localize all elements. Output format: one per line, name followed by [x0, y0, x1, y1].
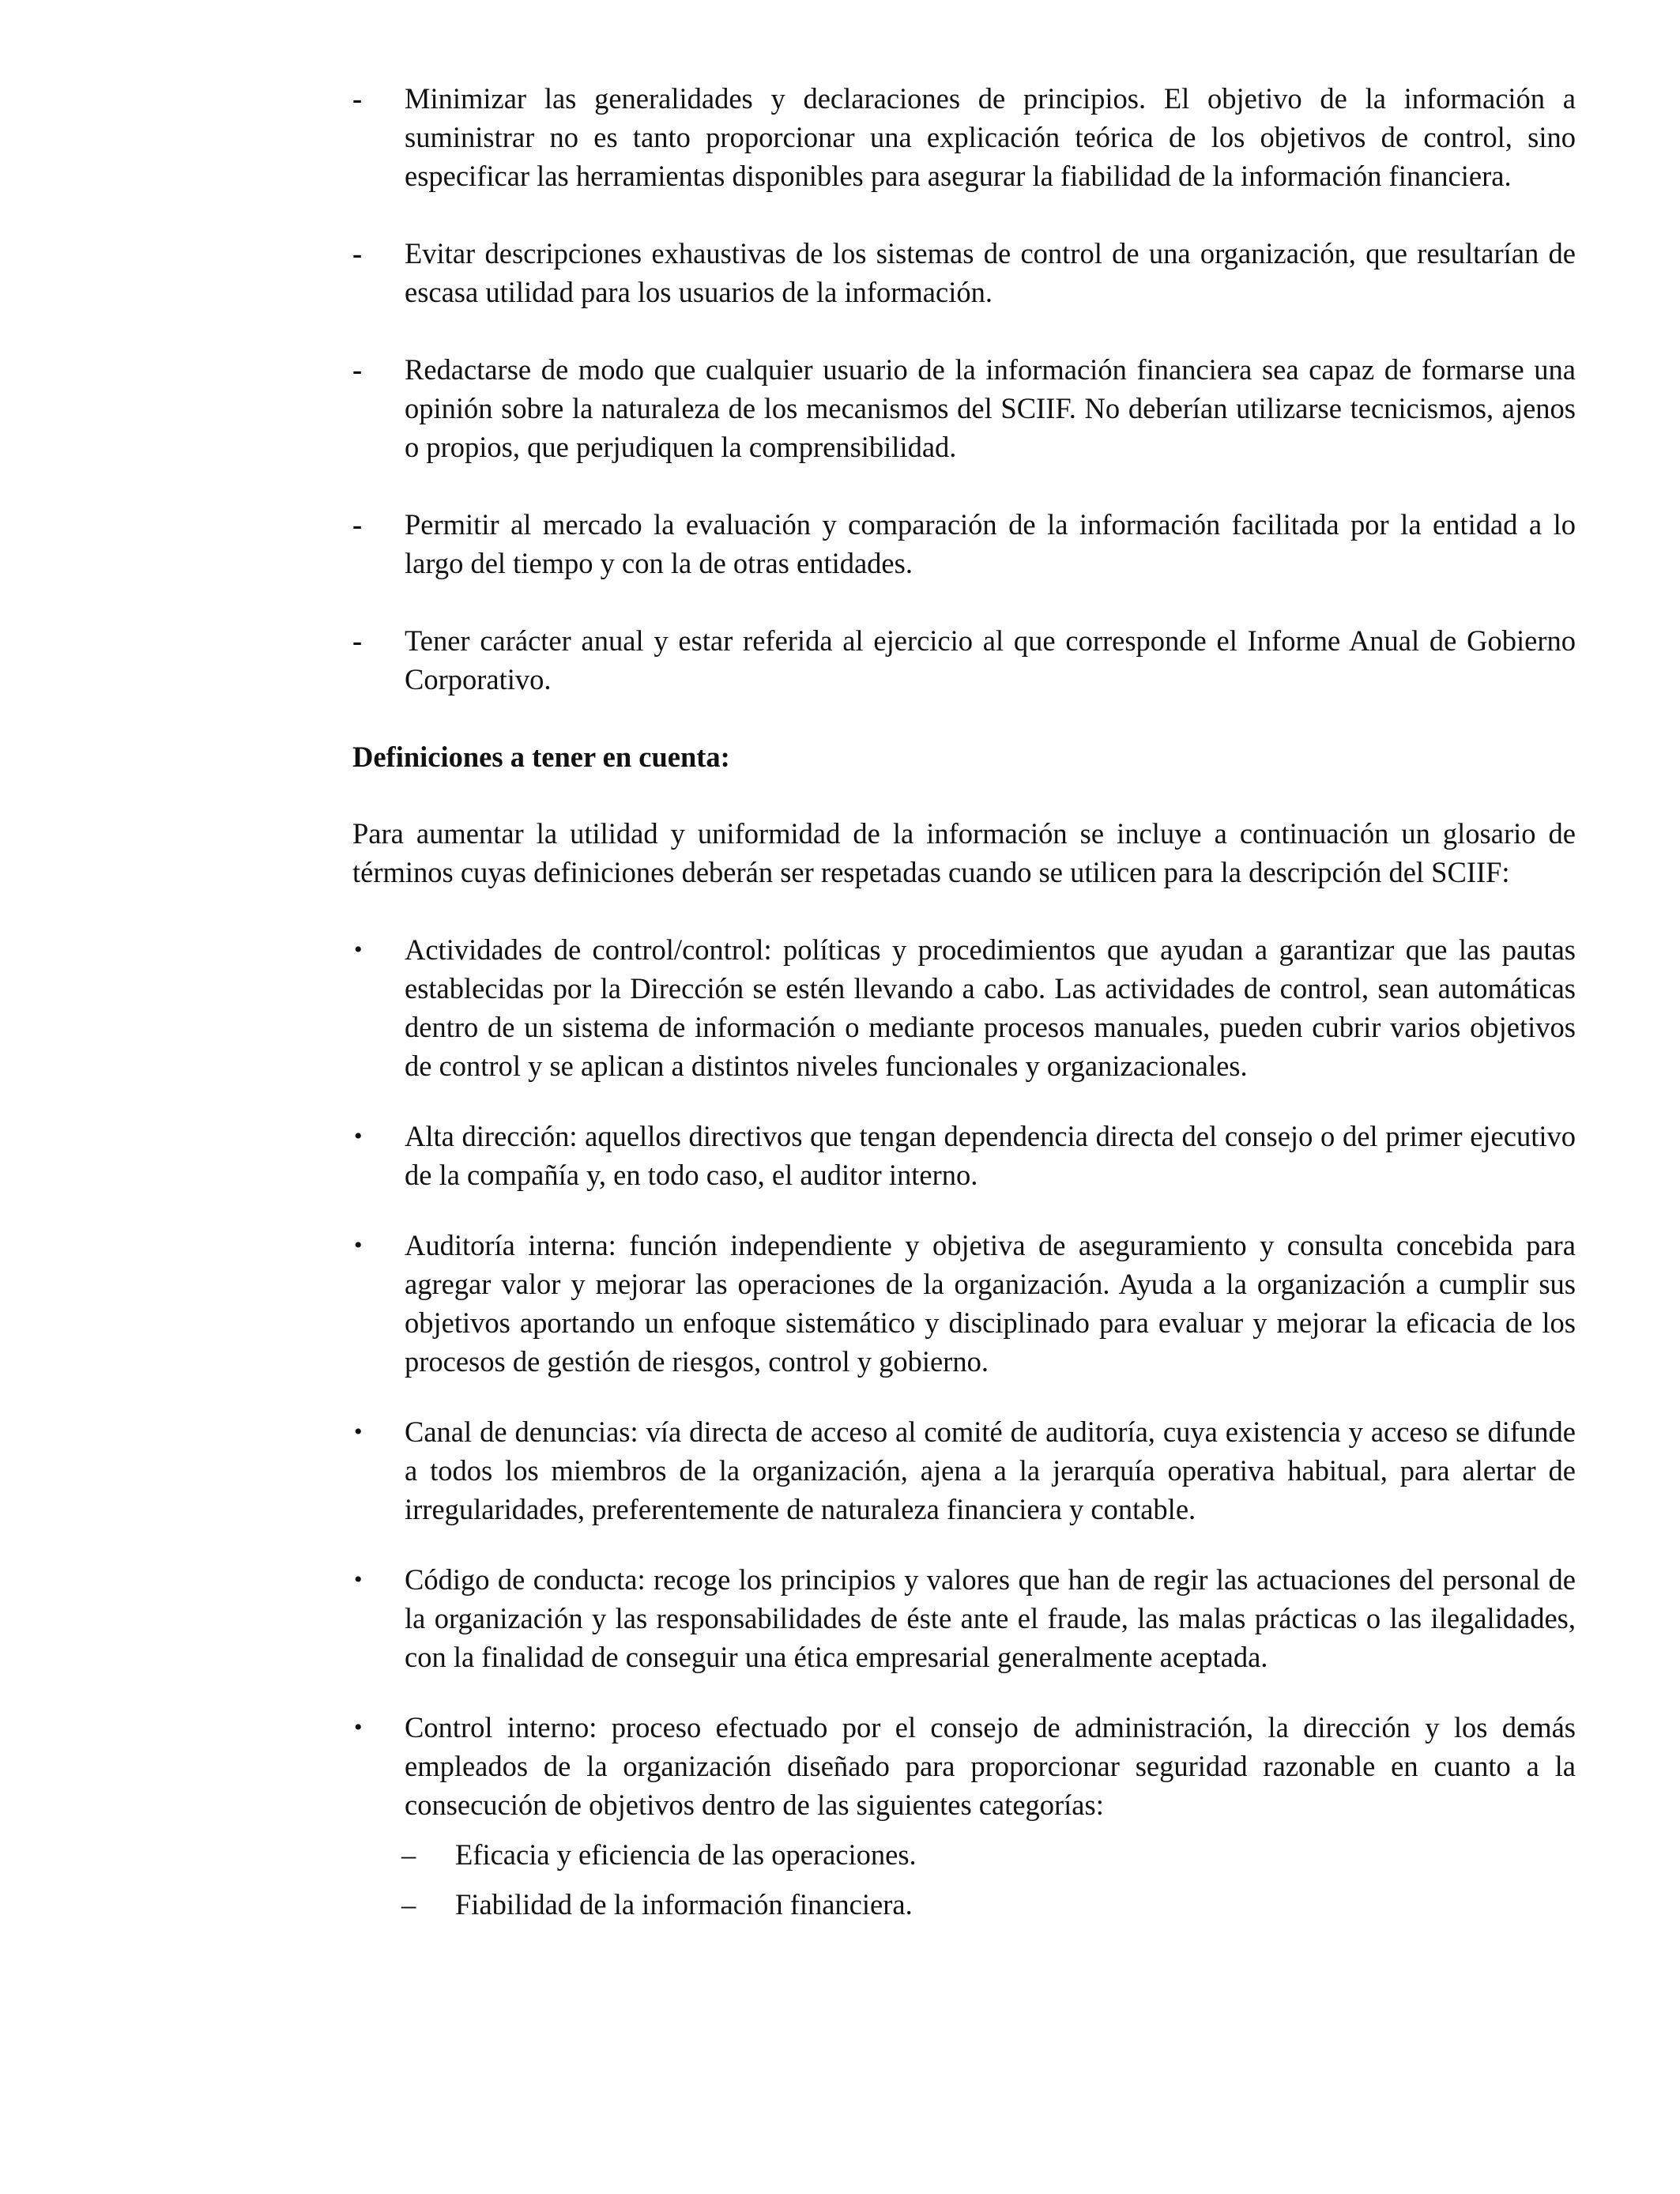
glossary-item-text: Código de conducta: recoge los principios y valores que han de regir las actuaciones del personal de la organización y las responsabilidades de éste ante el fraude, las malas prácticas o las ilegalidades, con la finalidad de conseguir una ética empresarial generalmente aceptada. — [405, 1563, 1576, 1673]
dash-item-text: Redactarse de modo que cualquier usuario de la información financiera sea capaz de formarse una opinión sobre la naturaleza de los mecanismos del SCIIF. No deberían utilizarse tecnicismos, ajenos o propios, que perjudiquen la comprensibilidad. — [405, 353, 1576, 463]
glossary-item — [352, 930, 1576, 1085]
dash-marker: - — [352, 237, 363, 270]
bullet-marker: • — [354, 1232, 363, 1258]
glossary-item-text: Control interno: proceso efectuado por el consejo de administración, la dirección y los demás empleados de la organización diseñado para proporcionar seguridad razonable en cuanto a la consecución de objetivos dentro de las siguientes categorías: — [405, 1711, 1576, 1821]
bullet-marker: • — [354, 937, 363, 963]
sub-item-text: Eficacia y eficiencia de las operaciones. — [455, 1838, 917, 1871]
sub-list-item — [352, 1835, 1576, 1874]
dash-marker: - — [352, 353, 363, 386]
glossary-item-text: Alta dirección: aquellos directivos que tengan dependencia directa del consejo o del primer ejecutivo de la compañía y, en todo caso, el auditor interno. — [405, 1120, 1576, 1191]
glossary-item — [352, 1226, 1576, 1381]
glossary-item — [352, 1117, 1576, 1194]
sub-dash-marker: – — [401, 1838, 416, 1871]
bullet-marker: • — [354, 1714, 363, 1740]
glossary-item-text: Actividades de control/control: políticas y procedimientos que ayudan a garantizar que las pautas establecidas por la Dirección se estén llevando a cabo. Las actividades de control, sean automáticas dentro de un sistema de información o mediante procesos manuales, pueden cubrir varios objetivos de control y se aplican a distintos niveles funcionales y organizacionales. — [405, 933, 1576, 1082]
dash-item-text: Permitir al mercado la evaluación y comparación de la información facilitada por la entidad a lo largo del tiempo y con la de otras entidades. — [405, 508, 1576, 579]
sub-item-text: Fiabilidad de la información financiera. — [455, 1888, 913, 1921]
dash-list-item — [352, 350, 1576, 466]
glossary-item-text: Canal de denuncias: vía directa de acceso al comité de auditoría, cuya existencia y acceso se difunde a todos los miembros de la organización, ajena a la jerarquía operativa habitual, para alertar de irregularidades, preferentemente de naturaleza financiera y contable. — [405, 1416, 1576, 1525]
dash-list-item — [352, 234, 1576, 311]
definitions-heading: Definiciones a tener en cuenta: — [352, 741, 730, 773]
glossary-item-text: Auditoría interna: función independiente y objetiva de aseguramiento y consulta concebida para agregar valor y mejorar las operaciones de la organización. Ayuda a la organización a cumplir sus objetivos aportando un enfoque sistemático y disciplinado para evaluar y mejorar la eficacia de los procesos de gestión de riesgos, control y gobierno. — [405, 1229, 1576, 1378]
dash-marker: - — [352, 624, 363, 657]
bullet-marker: • — [354, 1419, 363, 1445]
dash-marker: - — [352, 508, 363, 541]
glossary-item — [352, 1560, 1576, 1676]
intro-paragraph: Para aumentar la utilidad y uniformidad de la información se incluye a continuación un glosario de términos cuyas definiciones deberán ser respetadas cuando se utilicen para la descripción del SCIIF: — [352, 817, 1576, 888]
page-content — [352, 79, 1576, 1935]
dash-marker: - — [352, 82, 363, 115]
dash-list-item — [352, 505, 1576, 582]
sub-list-item — [352, 1885, 1576, 1924]
glossary-item — [352, 1412, 1576, 1529]
dash-list-item — [352, 79, 1576, 195]
dash-item-text: Minimizar las generalidades y declaraciones de principios. El objetivo de la información a suministrar no es tanto proporcionar una explicación teórica de los objetivos de control, sino especificar las herramientas disponibles para asegurar la fiabilidad de la información financiera. — [405, 82, 1576, 192]
dash-item-text: Evitar descripciones exhaustivas de los sistemas de control de una organización, que resultarían de escasa utilidad para los usuarios de la información. — [405, 237, 1576, 308]
bullet-marker: • — [354, 1566, 363, 1593]
glossary-item — [352, 1708, 1576, 1824]
bullet-marker: • — [354, 1123, 363, 1149]
dash-item-text: Tener carácter anual y estar referida al ejercicio al que corresponde el Informe Anual de Gobierno Corporativo. — [405, 624, 1576, 696]
dash-list-item — [352, 621, 1576, 699]
sub-dash-marker: – — [401, 1888, 416, 1921]
